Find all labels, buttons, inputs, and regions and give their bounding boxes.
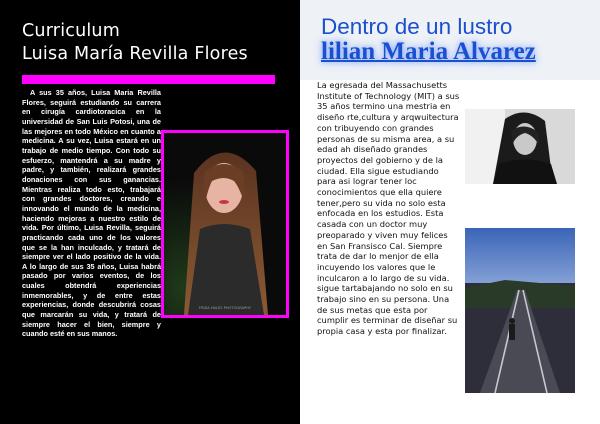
left-body-text: A sus 35 años, Luisa Maria Revilla Flores, seguirá estudiando su carrera en cirugía cardiotoracica en la universidad de San Luis Potosi, una de las mejores en todo México en cuanto a medicina. A su vez, Luisa estará en un trabajo de medio tiempo. Con todo su esfuerzo, mantendrá a su madre y padre, y también, realizará grandes donaciones con sus ganancias. Mientras realiza todo esto, trabajará con grandes doctores, creando e innovando el mundo de la medicina, haciendo mejoras a nuestro estilo de vida. Por último, Luisa Revilla, seguirá practicando cada uno de los valores que se la han inculcado, y tratará de siempre ver el lado positivo de la vida. A lo largo de sus 35 años, Luisa habrá pasado por varios eventos, de los cuales obtendrá experiencias inmemorables, y de entre estas experiencias, donde descubrirá cosas que marcarán su vida, y tratará de siempre hacer el bien, siempre y cuando esté en sus manos. bbox=[22, 88, 161, 339]
left-title-curriculum: Curriculum bbox=[22, 21, 120, 41]
right-title-lustro: Dentro de un lustro bbox=[321, 14, 513, 39]
left-title-name: Luisa María Revilla Flores bbox=[22, 44, 248, 64]
accent-bar bbox=[22, 75, 275, 84]
right-body-text: La egresada del Massachusetts Institute of Technology (MIT) a sus 35 años termino una mestria en diseño rte,cultura y arqwuitectura con tribuyendo con grandes personas de su misma area, a su edad ah diseñado grandes proyectos del gobierno y de la ciudad. Ella sigue estudiando para asi lograr tener loc conocimientos que ella quiere tener,pero su vida no solo esta enfocada en los estudios. Esta casada con un doctor muy preoparado y viven muy felices en San Fransisco Cal. Siempre trata de dar lo menjor de ella incuyendo los valores que le inculcaron a lo largo de su vida. sigue tartabajando no solo en su trabajo sino en su persona. Una de sus metas que esta por cumplir es terminar de diseñar su propia casa y esta por finalizar. bbox=[317, 80, 460, 337]
right-page bbox=[300, 0, 600, 424]
portrait-photo bbox=[161, 130, 289, 318]
photo-watermark: FRIDA HALES PHOTOGRAPHY bbox=[198, 306, 252, 310]
portrait-bw-photo bbox=[465, 109, 575, 184]
right-title-name: lilian Maria Alvarez bbox=[321, 38, 536, 65]
railway-tracks-photo bbox=[465, 228, 575, 393]
